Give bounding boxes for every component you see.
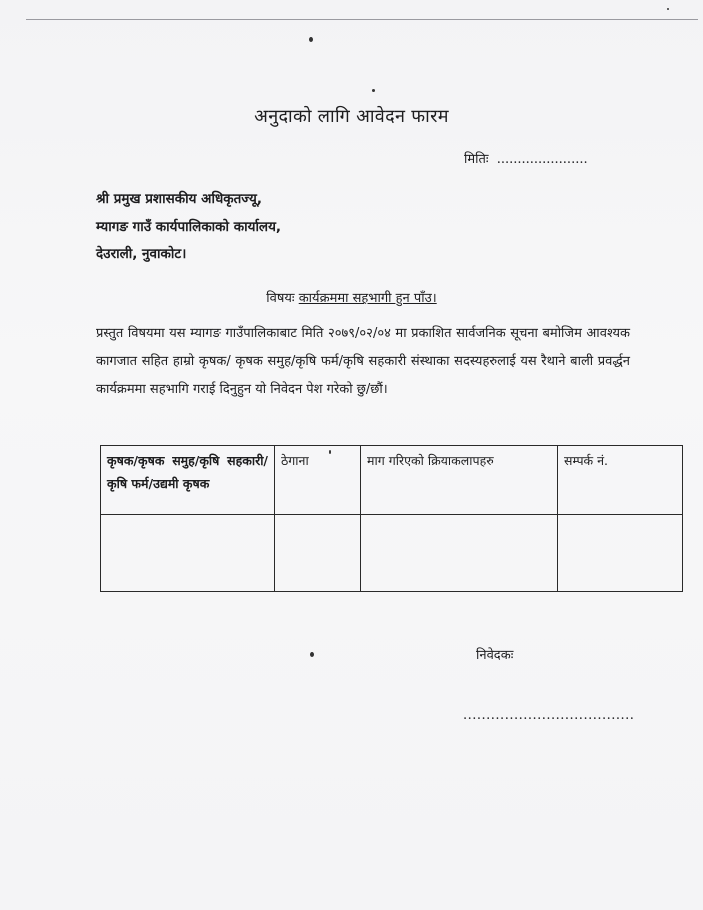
scan-speck	[667, 8, 669, 10]
table-row	[101, 515, 683, 592]
date-blank: ......................	[496, 152, 588, 167]
page-top-edge	[26, 19, 698, 20]
date-label: मितिः	[464, 152, 489, 167]
cell-address[interactable]	[275, 515, 361, 592]
applicant-table	[100, 445, 683, 592]
applicant-label: निवेदकः	[476, 648, 514, 663]
header-requested-activities: माग गरिएको क्रियाकलापहरु	[361, 446, 558, 515]
form-title: अनुदाको लागि आवेदन फारम	[254, 106, 449, 127]
addressee-line-1: श्री प्रमुख प्रशासकीय अधिकृतज्यू,	[96, 191, 262, 207]
subject-text: कार्यक्रममा सहभागी हुन पाँउ।	[298, 291, 437, 306]
subject-label: विषयः	[266, 291, 295, 306]
header-applicant-type: कृषक/कृषक समुह/कृषि सहकारी/कृषि फर्म/उद्यमी कृषक	[101, 446, 275, 515]
header-address: ठेगाना	[275, 446, 361, 515]
scan-speck	[309, 37, 313, 42]
scan-speck	[372, 89, 375, 92]
subject-line	[0, 288, 703, 306]
addressee-line-3: देउराली, नुवाकोट।	[96, 246, 187, 262]
addressee-line-2: म्यागङ गाउँ कार्यपालिकाको कार्यालय,	[96, 219, 282, 235]
cell-contact-number[interactable]	[558, 515, 683, 592]
cell-requested-activities[interactable]	[361, 515, 558, 592]
signature-blank: .....................................	[463, 708, 635, 723]
body-paragraph: प्रस्तुत विषयमा यस म्यागङ गाउँपालिकाबाट मिति २०७९/०२/०४ मा प्रकाशित सार्वजनिक सूचना बमोजिम आवश्यक कागजात सहित हाम्रो कृषक/ कृषक समुह/कृषि फर्म/कृषि सहकारी संस्थाका सदस्यहरुलाई यस रैथाने बाली प्रवर्द्धन कार्यक्रममा सहभागि गराई दिनुहुन यो निवेदन पेश गरेको छु/छौं।	[96, 326, 630, 397]
scan-speck	[310, 652, 314, 657]
cell-applicant-type[interactable]	[101, 515, 275, 592]
header-contact-number: सम्पर्क नं.	[558, 446, 683, 515]
table-header-row	[101, 446, 683, 515]
date-line	[464, 149, 588, 167]
